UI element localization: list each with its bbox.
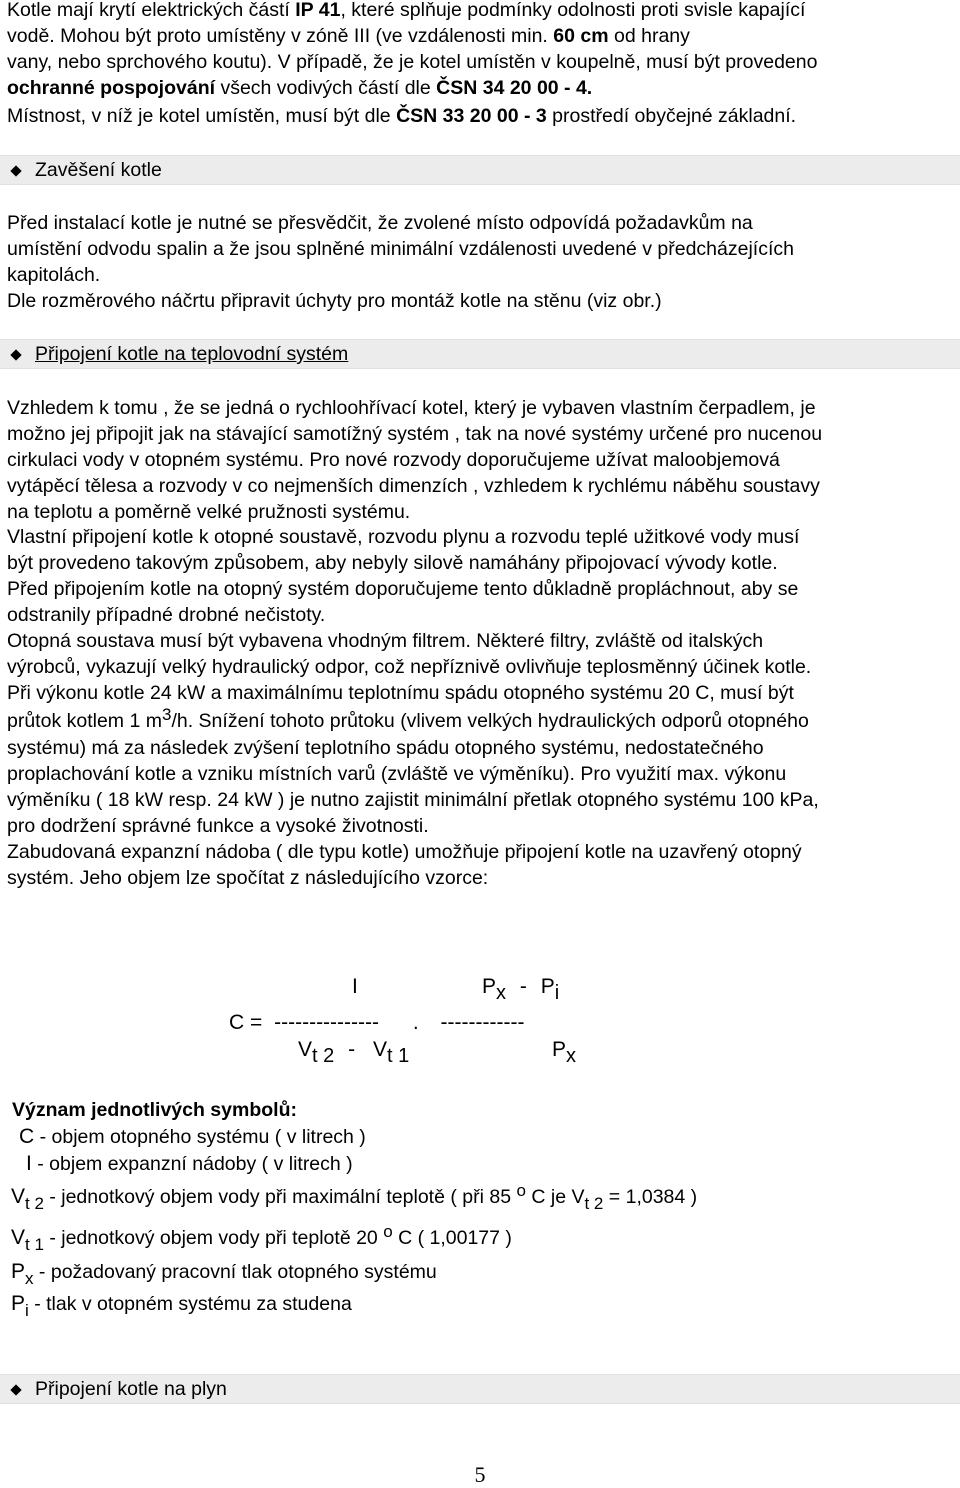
- diamond-bullet-icon: [10, 349, 21, 360]
- section-header-zaveseni: [0, 155, 960, 185]
- formula-bar-line: C = --------------- . ------------: [229, 1011, 525, 1034]
- section-title: Připojení kotle na teplovodní systém: [35, 343, 349, 365]
- section2-line-3: cirkulaci vody v otopném systému. Pro nové rozvody doporučujeme užívat maloobjemová: [7, 449, 780, 471]
- formula-denominator-right: Px: [552, 1038, 577, 1067]
- intro-line-1: Kotle mají krytí elektrických částí IP 41, které splňuje podmínky odolnosti proti svisle kapající: [7, 0, 806, 21]
- section-title: Zavěšení kotle: [35, 159, 162, 181]
- symbol-pi: Pi - tlak v otopném systému za studena: [11, 1292, 352, 1320]
- section-title: Připojení kotle na plyn: [35, 1378, 227, 1400]
- section2-line-2: možno jej připojit jak na stávající samotížný systém , tak na nové systémy určené pro nucenou: [7, 423, 823, 445]
- section2-line-13: průtok kotlem 1 m3/h. Snížení tohoto průtoku (vlivem velkých hydraulických odporů otopného: [7, 705, 809, 732]
- section1-line-3: kapitolách.: [7, 264, 101, 286]
- section2-line-19: systém. Jeho objem lze spočítat z následujícího vzorce:: [7, 867, 489, 889]
- section1-line-2: umístění odvodu spalin a že jsou splněné minimální vzdálenosti uvedené v předcházejících: [7, 238, 794, 260]
- section2-line-5: na teplotu a poměrně velké pružnosti systému.: [7, 501, 411, 523]
- section-header-pripojeni-teplovodni: [0, 339, 960, 369]
- intro-line-5: Místnost, v níž je kotel umístěn, musí být dle ČSN 33 20 00 - 3 prostředí obyčejné základní.: [7, 105, 797, 127]
- section2-line-11: výrobců, vykazují velký hydraulický odpor, což nepříznivě ovlivňuje teplosměnný účinek kotle.: [7, 656, 812, 678]
- section2-line-12: Při výkonu kotle 24 kW a maximálnímu teplotnímu spádu otopného systému 20 C, musí být: [7, 682, 794, 704]
- section2-line-16: výměníku ( 18 kW resp. 24 kW ) je nutno zajistit minimální přetlak otopného systému 100 kPa,: [7, 789, 819, 811]
- intro-line-3: vany, nebo sprchového koutu). V případě, že je kotel umístěn v koupelně, musí být provedeno: [7, 51, 818, 73]
- section-header-pripojeni-plyn: [0, 1374, 960, 1404]
- symbol-px: Px - požadovaný pracovní tlak otopného systému: [11, 1260, 437, 1288]
- formula-numerator-left: I: [352, 975, 358, 998]
- symbol-vt1: Vt 1 - jednotkový objem vody při teplotě 20 o C ( 1,00177 ): [11, 1222, 512, 1254]
- intro-line-4: ochranné pospojování všech vodivých částí dle ČSN 34 20 00 - 4.: [7, 77, 593, 99]
- section1-line-1: Před instalací kotle je nutné se přesvědčit, že zvolené místo odpovídá požadavkům na: [7, 212, 753, 234]
- symbol-vt2: Vt 2 - jednotkový objem vody při maximální teplotě ( při 85 o C je Vt 2 = 1,0384 ): [11, 1181, 698, 1213]
- section2-line-15: proplachování kotle a vzniku místních varů (zvláště ve výměníku). Pro využití max. výkonu: [7, 763, 787, 785]
- diamond-bullet-icon: [10, 1384, 21, 1395]
- section2-line-6: Vlastní připojení kotle k otopné soustavě, rozvodu plynu a rozvodu teplé užitkové vody musí: [7, 526, 800, 548]
- page-number: 5: [474, 1462, 486, 1487]
- section2-line-8: Před připojením kotle na otopný systém doporučujeme tento důkladně propláchnout, aby se: [7, 578, 799, 600]
- section2-line-10: Otopná soustava musí být vybavena vhodným filtrem. Některé filtry, zvláště od italských: [7, 630, 764, 652]
- symbol-i: I - objem expanzní nádoby ( v litrech ): [26, 1152, 353, 1175]
- intro-line-2: vodě. Mohou být proto umístěny v zóně III (ve vzdálenosti min. 60 cm od hrany: [7, 25, 690, 47]
- diamond-bullet-icon: [10, 165, 21, 176]
- section2-line-17: pro dodržení správné funkce a vysoké životnosti.: [7, 815, 429, 837]
- symbol-c: C - objem otopného systému ( v litrech ): [19, 1125, 366, 1148]
- symbols-title: Význam jednotlivých symbolů:: [12, 1099, 297, 1121]
- section1-line-4: Dle rozměrového náčrtu připravit úchyty pro montáž kotle na stěnu (viz obr.): [7, 290, 662, 312]
- section2-line-9: odstranily případné drobné nečistoty.: [7, 604, 326, 626]
- section2-line-14: systému) má za následek zvýšení teplotního spádu otopného systému, nedostatečného: [7, 737, 764, 759]
- section2-line-4: vytápěcí tělesa a rozvody v co nejmenších dimenzích , vzhledem k rychlému náběhu soustavy: [7, 475, 820, 497]
- formula-numerator-right: Px - Pi: [482, 975, 560, 1004]
- section2-line-18: Zabudovaná expanzní nádoba ( dle typu kotle) umožňuje připojení kotle na uzavřený otopný: [7, 841, 802, 863]
- formula-denominator-left: Vt 2 - Vt 1: [298, 1038, 410, 1067]
- section2-line-7: být provedeno takovým způsobem, aby nebyly silově namáhány připojovací vývody kotle.: [7, 552, 778, 574]
- section2-line-1: Vzhledem k tomu , že se jedná o rychloohřívací kotel, který je vybaven vlastním čerpadlem, je: [7, 397, 816, 419]
